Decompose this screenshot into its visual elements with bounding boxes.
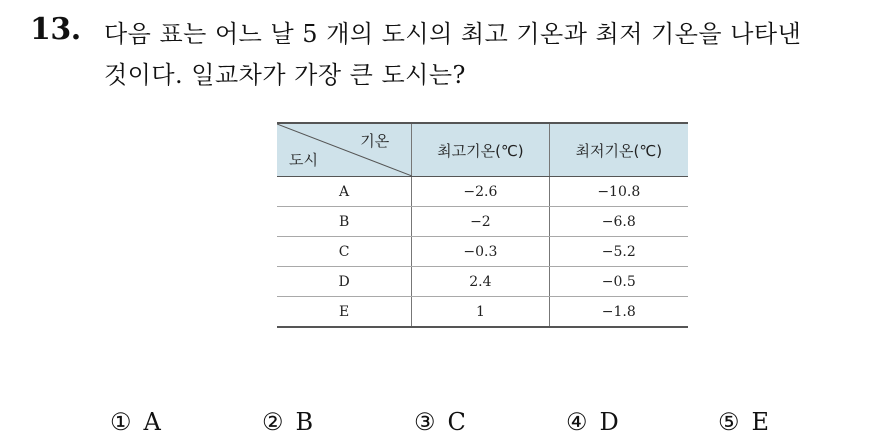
choice-label: D: [599, 408, 619, 436]
answer-choices: [110, 408, 870, 438]
table-row: [277, 207, 688, 237]
choice-3[interactable]: [414, 408, 466, 436]
table-row: [277, 237, 688, 267]
choice-mark: ④: [566, 408, 588, 436]
corner-label-temperature: 기온: [360, 132, 390, 150]
corner-label-city: 도시: [289, 151, 318, 169]
max-temp-cell: −0.3: [412, 237, 549, 267]
choice-label: A: [143, 408, 161, 436]
max-temp-cell: 2.4: [412, 267, 549, 297]
question-line-2: 것이다. 일교차가 가장 큰 도시는?: [104, 61, 466, 89]
choice-5[interactable]: [718, 408, 769, 436]
min-temp-cell: −5.2: [549, 237, 688, 267]
choice-1[interactable]: [110, 408, 161, 436]
table-header-row: [277, 123, 688, 177]
choice-label: B: [295, 408, 314, 436]
city-cell: D: [277, 267, 412, 297]
max-temp-cell: −2: [412, 207, 549, 237]
choice-2[interactable]: [262, 408, 313, 436]
max-temp-cell: −2.6: [412, 177, 549, 207]
choice-mark: ⑤: [718, 408, 740, 436]
choice-4[interactable]: [566, 408, 619, 436]
temperature-table: [277, 122, 688, 328]
min-temp-cell: −0.5: [549, 267, 688, 297]
city-cell: E: [277, 297, 412, 328]
min-temp-cell: −1.8: [549, 297, 688, 328]
question-number: 13.: [30, 12, 81, 47]
choice-label: E: [751, 408, 770, 436]
choice-label: C: [447, 408, 466, 436]
city-cell: A: [277, 177, 412, 207]
choice-mark: ②: [262, 408, 284, 436]
question-line-1: 다음 표는 어느 날 5 개의 도시의 최고 기온과 최저 기온을 나타낸: [104, 20, 802, 48]
table-row: [277, 267, 688, 297]
header-max-temp: 최고기온(℃): [412, 123, 549, 177]
table-row: [277, 297, 688, 328]
min-temp-cell: −10.8: [549, 177, 688, 207]
header-min-temp: 최저기온(℃): [549, 123, 688, 177]
corner-header-cell: [277, 123, 412, 177]
question-text: [104, 14, 874, 96]
city-cell: C: [277, 237, 412, 267]
choice-mark: ③: [414, 408, 436, 436]
city-cell: B: [277, 207, 412, 237]
min-temp-cell: −6.8: [549, 207, 688, 237]
choice-mark: ①: [110, 408, 132, 436]
max-temp-cell: 1: [412, 297, 549, 328]
table-row: [277, 177, 688, 207]
